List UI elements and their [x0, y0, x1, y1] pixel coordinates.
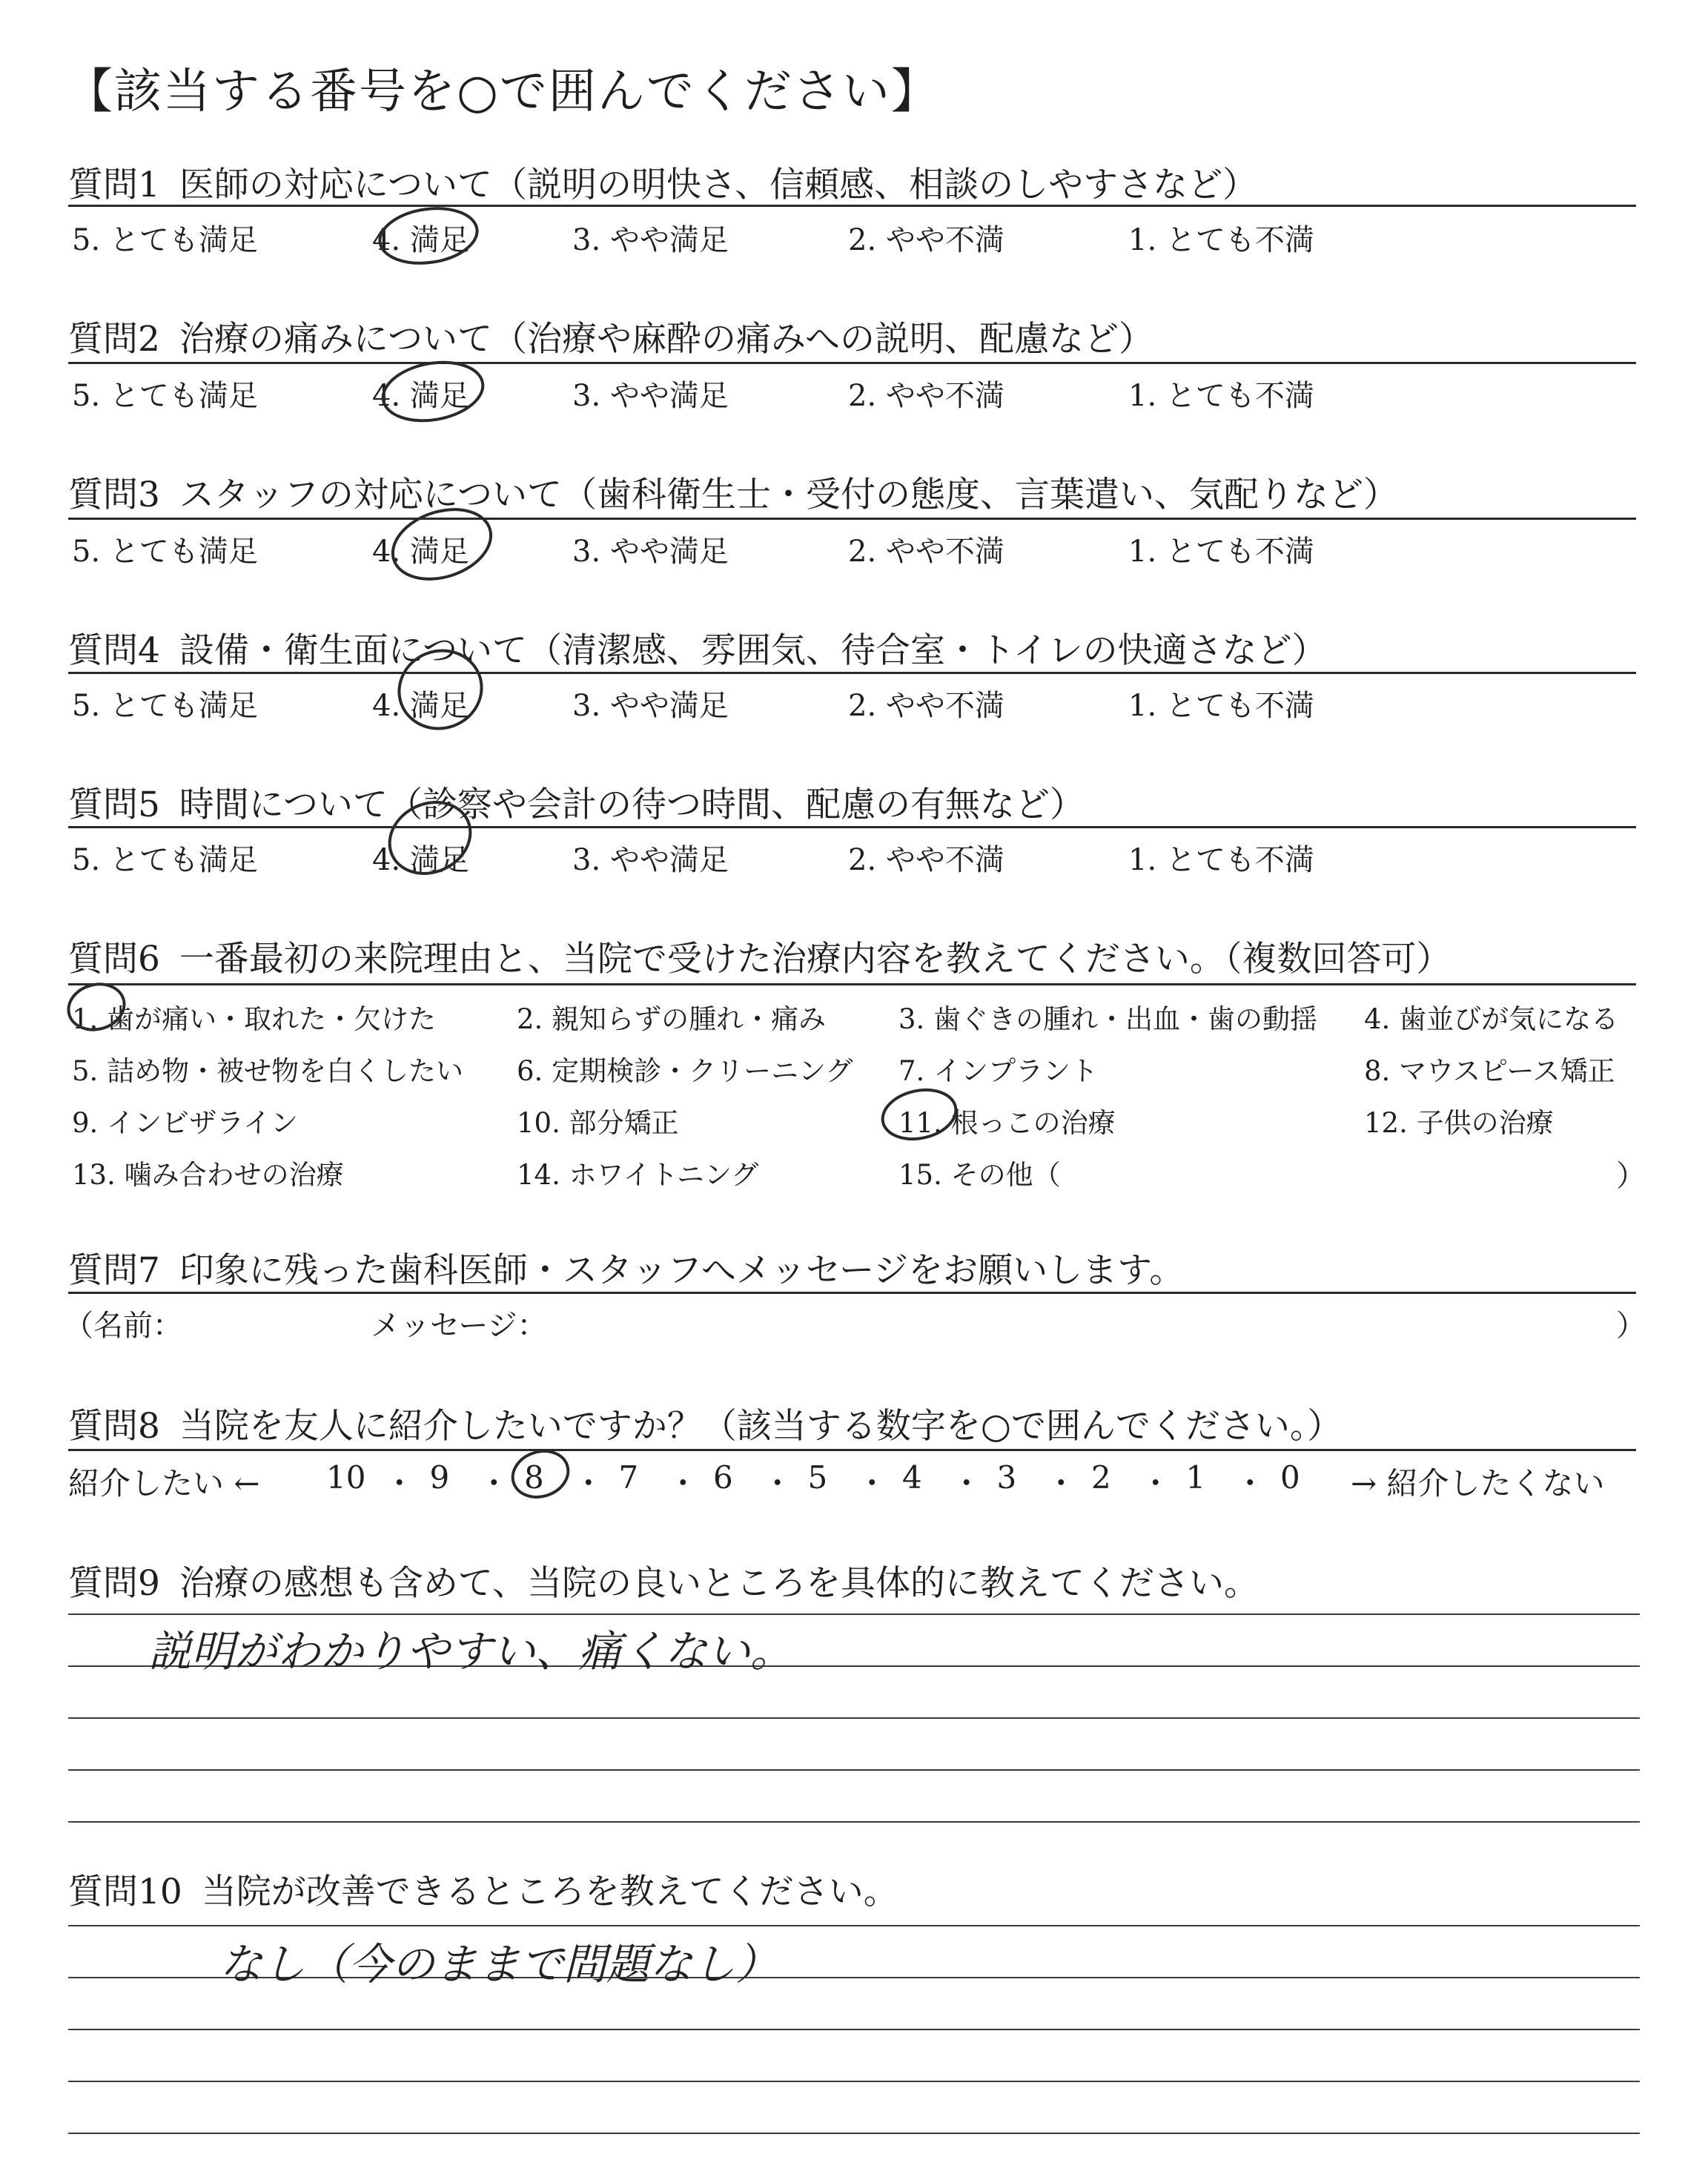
option-somewhat-satisfied[interactable]: 3. やや満足 — [572, 379, 729, 413]
form-header: 【該当する番号を○で囲んでください】 — [65, 65, 940, 119]
scale-value-10[interactable]: 10 — [326, 1459, 366, 1496]
question-text: 治療の痛みについて（治療や麻酔の痛みへの説明、配慮など） — [179, 319, 1154, 360]
option-very-satisfied[interactable]: 5. とても満足 — [72, 843, 258, 877]
reason-option[interactable]: 14. ホワイトニング — [517, 1159, 759, 1191]
option-somewhat-dissatisfied[interactable]: 2. やや不満 — [848, 843, 1004, 877]
option-somewhat-satisfied[interactable]: 3. やや満足 — [572, 223, 729, 257]
reason-option[interactable]: 12. 子供の治療 — [1364, 1107, 1554, 1139]
answer-line — [68, 2029, 1640, 2030]
option-very-dissatisfied[interactable]: 1. とても不満 — [1128, 843, 1314, 877]
reason-option[interactable]: 10. 部分矯正 — [517, 1107, 679, 1139]
divider — [68, 1292, 1636, 1294]
reason-option[interactable]: 2. 親知らずの腫れ・痛み — [517, 1003, 827, 1035]
reason-option[interactable]: 8. マウスピース矯正 — [1364, 1055, 1615, 1087]
scale-dot: ・ — [1234, 1465, 1266, 1502]
answer-line — [68, 1769, 1640, 1771]
option-satisfied[interactable]: 4. 満足 — [372, 223, 469, 257]
close-paren: ） — [1616, 1159, 1646, 1193]
scale-dot: ・ — [383, 1465, 415, 1502]
option-somewhat-satisfied[interactable]: 3. やや満足 — [572, 535, 729, 569]
name-label: （名前： — [64, 1309, 182, 1343]
scale-value-7[interactable]: 7 — [618, 1459, 639, 1496]
handwritten-answer[interactable]: なし（今のままで問題なし） — [219, 1939, 779, 1989]
divider — [68, 518, 1636, 520]
question-text: 当院を友人に紹介したいですか？（該当する数字を○で囲んでください。） — [179, 1406, 1343, 1447]
question-number: 質問5 — [68, 785, 160, 825]
scale-dot: ・ — [478, 1465, 510, 1502]
reason-option[interactable]: 1. 歯が痛い・取れた・欠けた — [72, 1003, 437, 1035]
scale-value-0[interactable]: 0 — [1280, 1459, 1300, 1496]
answer-line — [68, 2081, 1640, 2082]
scale-dot: ・ — [856, 1465, 888, 1502]
answer-line — [68, 1717, 1640, 1719]
divider — [68, 205, 1636, 207]
scale-dot: ・ — [761, 1465, 793, 1502]
question-text: 医師の対応について（説明の明快さ、信頼感、相談のしやすさなど） — [179, 165, 1258, 205]
scale-value-6[interactable]: 6 — [713, 1459, 733, 1496]
reason-option-other[interactable]: 15. その他（ — [898, 1159, 1061, 1191]
question-number: 質問1 — [68, 165, 160, 205]
question-text: 印象に残った歯科医師・スタッフへメッセージをお願いします。 — [179, 1250, 1185, 1291]
question-number: 質問8 — [68, 1406, 160, 1447]
scale-value-9[interactable]: 9 — [429, 1459, 450, 1496]
question-text: 設備・衛生面について（清潔感、雰囲気、待合室・トイレの快適さなど） — [179, 630, 1327, 671]
option-satisfied[interactable]: 4. 満足 — [372, 379, 469, 413]
reason-option[interactable]: 4. 歯並びが気になる — [1364, 1003, 1619, 1035]
option-somewhat-dissatisfied[interactable]: 2. やや不満 — [848, 689, 1004, 723]
scale-value-2[interactable]: 2 — [1091, 1459, 1111, 1496]
option-somewhat-satisfied[interactable]: 3. やや満足 — [572, 843, 729, 877]
scale-value-3[interactable]: 3 — [996, 1459, 1017, 1496]
scale-dot: ・ — [572, 1465, 604, 1502]
option-very-satisfied[interactable]: 5. とても満足 — [72, 223, 258, 257]
answer-line — [68, 1614, 1640, 1615]
scale-dot: ・ — [667, 1465, 699, 1502]
scale-value-5[interactable]: 5 — [807, 1459, 828, 1496]
question-number: 質問9 — [68, 1563, 160, 1604]
scale-value-4[interactable]: 4 — [902, 1459, 922, 1496]
answer-line — [68, 1821, 1640, 1823]
divider — [68, 983, 1636, 985]
handwritten-answer[interactable]: 説明がわかりやすい、痛くない。 — [148, 1626, 794, 1677]
question-text: 一番最初の来院理由と、当院で受けた治療内容を教えてください。（複数回答可） — [179, 939, 1452, 980]
question-number: 質問10 — [68, 1872, 182, 1912]
option-satisfied[interactable]: 4. 満足 — [372, 689, 469, 723]
close-paren: ） — [1616, 1309, 1646, 1343]
divider — [68, 826, 1636, 828]
divider — [68, 672, 1636, 674]
option-somewhat-satisfied[interactable]: 3. やや満足 — [572, 689, 729, 723]
recommend-label: 紹介したい ← — [68, 1465, 260, 1502]
reason-option[interactable]: 7. インプラント — [898, 1055, 1099, 1087]
reason-option[interactable]: 5. 詰め物・被せ物を白くしたい — [72, 1055, 464, 1087]
question-text: スタッフの対応について（歯科衛生士・受付の態度、言葉遣い、気配りなど） — [179, 475, 1398, 515]
scale-dot: ・ — [950, 1465, 982, 1502]
message-label: メッセージ： — [371, 1309, 547, 1343]
question-text: 治療の感想も含めて、当院の良いところを具体的に教えてください。 — [179, 1563, 1259, 1604]
option-satisfied[interactable]: 4. 満足 — [372, 535, 469, 569]
reason-option[interactable]: 13. 噛み合わせの治療 — [72, 1159, 344, 1191]
scale-value-8[interactable]: 8 — [524, 1459, 544, 1496]
question-number: 質問3 — [68, 475, 160, 515]
answer-line — [68, 1925, 1640, 1926]
reason-option[interactable]: 6. 定期検診・クリーニング — [517, 1055, 853, 1087]
divider — [68, 362, 1636, 364]
option-somewhat-dissatisfied[interactable]: 2. やや不満 — [848, 379, 1004, 413]
option-very-dissatisfied[interactable]: 1. とても不満 — [1128, 223, 1314, 257]
not-recommend-label: → 紹介したくない — [1351, 1465, 1605, 1502]
question-text: 時間について（診察や会計の待つ時間、配慮の有無など） — [179, 785, 1085, 825]
scale-value-1[interactable]: 1 — [1185, 1459, 1206, 1496]
question-number: 質問2 — [68, 319, 160, 360]
question-number: 質問6 — [68, 939, 160, 980]
scale-dot: ・ — [1139, 1465, 1171, 1502]
reason-option[interactable]: 3. 歯ぐきの腫れ・出血・歯の動揺 — [898, 1003, 1318, 1035]
question-number: 質問7 — [68, 1250, 160, 1291]
option-very-satisfied[interactable]: 5. とても満足 — [72, 535, 258, 569]
divider — [68, 1449, 1636, 1451]
question-text: 当院が改善できるところを教えてください。 — [201, 1872, 898, 1912]
option-somewhat-dissatisfied[interactable]: 2. やや不満 — [848, 223, 1004, 257]
question-number: 質問4 — [68, 630, 160, 671]
reason-option[interactable]: 9. インビザライン — [72, 1107, 298, 1139]
reason-option[interactable]: 11. 根っこの治療 — [898, 1107, 1116, 1139]
option-very-satisfied[interactable]: 5. とても満足 — [72, 689, 258, 723]
scale-dot: ・ — [1045, 1465, 1077, 1502]
option-satisfied[interactable]: 4. 満足 — [372, 843, 469, 877]
option-very-dissatisfied[interactable]: 1. とても不満 — [1128, 379, 1314, 413]
answer-line — [68, 2133, 1640, 2134]
option-somewhat-dissatisfied[interactable]: 2. やや不満 — [848, 535, 1004, 569]
option-very-dissatisfied[interactable]: 1. とても不満 — [1128, 535, 1314, 569]
option-very-dissatisfied[interactable]: 1. とても不満 — [1128, 689, 1314, 723]
option-very-satisfied[interactable]: 5. とても満足 — [72, 379, 258, 413]
